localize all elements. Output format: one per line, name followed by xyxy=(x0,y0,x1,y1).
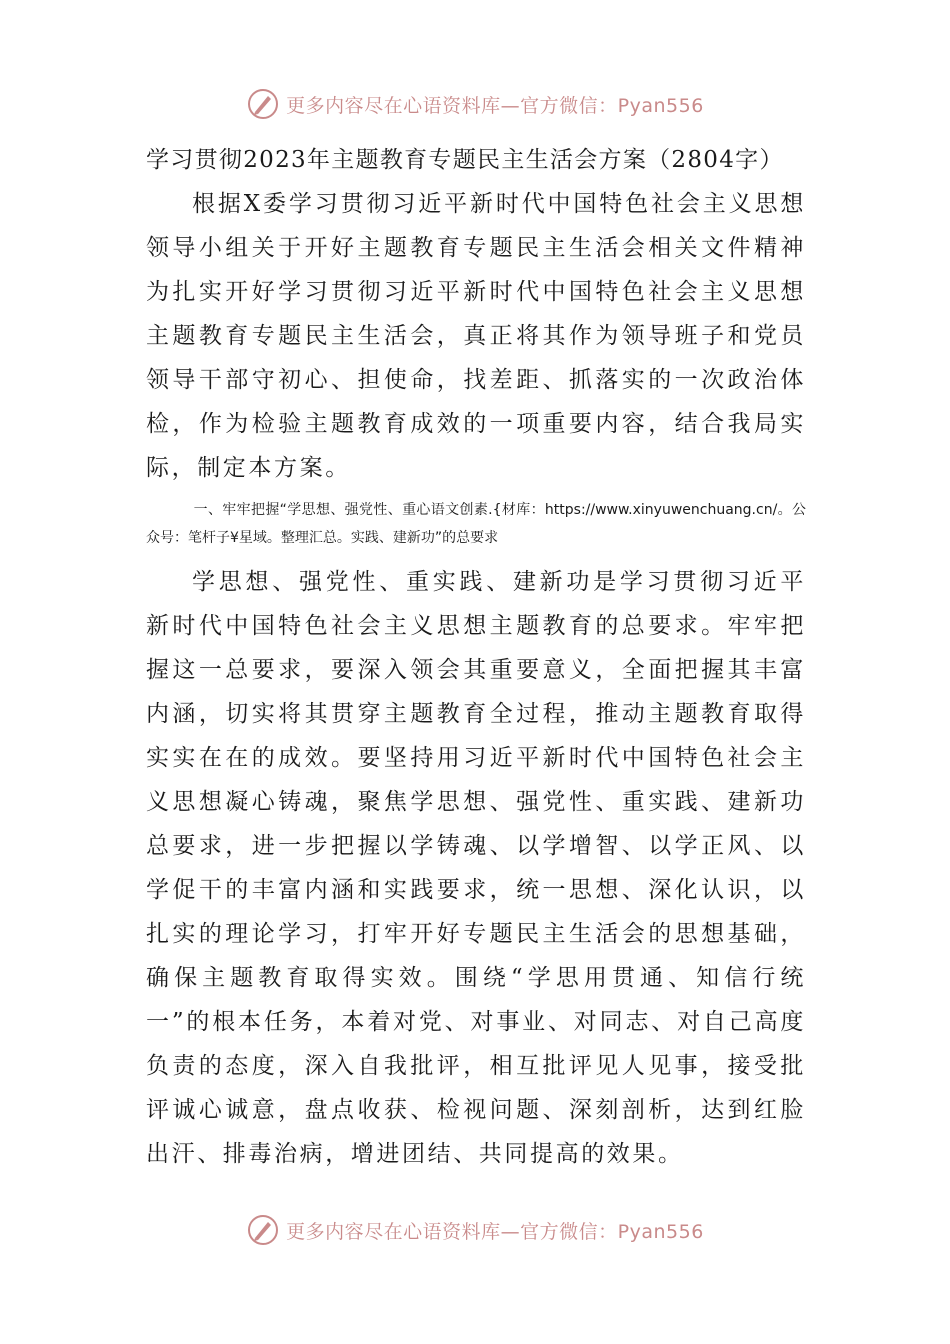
watermark-text: 更多内容尽在心语资料库—官方微信：Pyan556 xyxy=(286,94,704,117)
watermark-text: 更多内容尽在心语资料库—官方微信：Pyan556 xyxy=(286,1220,704,1243)
document-body xyxy=(146,138,806,1176)
document-title: 学习贯彻2023年主题教育专题民主生活会方案（2804字） xyxy=(146,147,784,173)
watermark-header xyxy=(0,84,950,124)
intro-paragraph: 根据X委学习贯彻习近平新时代中国特色社会主义思想领导小组关于开好主题教育专题民主生活会相关文件精神为扎实开好学习贯彻习近平新时代中国特色社会主义思想主题教育专题民主生活会，真正将其作为领导班子和党员领导干部守初心、担使命，找差距、抓落实的一次政治体检，作为检验主题教育成效的一项重要内容，结合我局实际，制定本方案。 xyxy=(146,191,806,481)
section-heading: 一、牢牢把握“学思想、强党性、重心语文创素.{材库：https://www.xinyuwenchuang.cn/。公众号：笔杆子¥星域。整理汇总。实践、建新功”的总要求 xyxy=(146,502,806,546)
watermark-footer xyxy=(0,1210,950,1250)
pen-logo-icon xyxy=(246,87,280,121)
body-paragraph: 学思想、强党性、重实践、建新功是学习贯彻习近平新时代中国特色社会主义思想主题教育的总要求。牢牢把握这一总要求，要深入领会其重要意义，全面把握其丰富内涵，切实将其贯穿主题教育全过程，推动主题教育取得实实在在的成效。要坚持用习近平新时代中国特色社会主义思想凝心铸魂，聚焦学思想、强党性、重实践、建新功总要求，进一步把握以学铸魂、以学增智、以学正风、以学促干的丰富内涵和实践要求，统一思想、深化认识，以扎实的理论学习，打牢开好专题民主生活会的思想基础，确保主题教育取得实效。围绕“学思用贯通、知信行统一”的根本任务，本着对党、对事业、对同志、对自己高度负责的态度，深入自我批评，相互批评见人见事，接受批评诚心诚意，盘点收获、检视问题、深刻剖析，达到红脸出汗、排毒治病，增进团结、共同提高的效果。 xyxy=(146,569,806,1167)
pen-logo-icon xyxy=(246,1213,280,1247)
